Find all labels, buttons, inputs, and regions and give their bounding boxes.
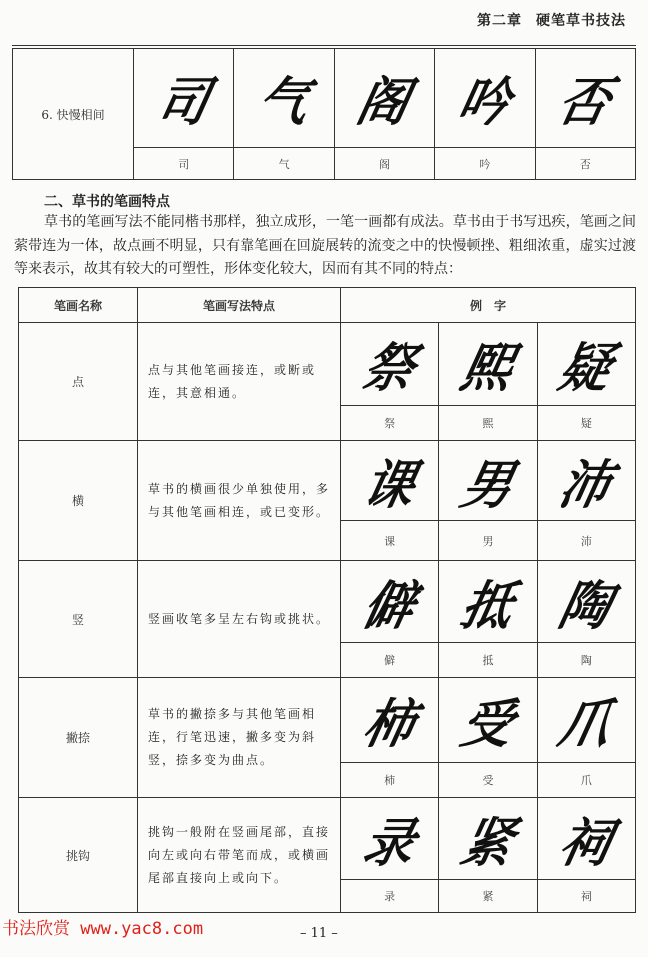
example-char-label: 气 — [234, 148, 334, 180]
table-row — [19, 441, 636, 521]
example-char-label: 祠 — [537, 880, 635, 913]
cursive-example — [341, 561, 439, 643]
cursive-example — [439, 323, 537, 406]
cursive-glyph: 气 — [251, 70, 315, 133]
stroke-name: 横 — [19, 441, 138, 561]
example-char-label: 吟 — [435, 148, 535, 180]
cursive-example — [435, 49, 535, 148]
header-stroke-name: 笔画名称 — [19, 288, 138, 323]
watermark: 书法欣赏 www.yac8.com — [2, 919, 204, 939]
example-char-label: 课 — [341, 521, 439, 561]
example-char-label: 紧 — [439, 880, 537, 913]
header-rule — [12, 45, 636, 46]
example-char-label: 爪 — [537, 763, 635, 798]
section-heading: 二、草书的笔画特点 — [44, 194, 170, 210]
table-row — [19, 798, 636, 880]
cursive-glyph: 柿 — [357, 692, 421, 755]
cursive-glyph: 僻 — [357, 574, 421, 637]
stroke-name: 挑钩 — [19, 798, 138, 913]
example-char-label: 熙 — [439, 406, 537, 441]
cursive-glyph: 男 — [455, 453, 519, 516]
table-row — [19, 323, 636, 406]
cursive-glyph: 疑 — [553, 336, 618, 399]
cursive-example — [439, 561, 537, 643]
cursive-glyph: 祠 — [553, 811, 618, 874]
cursive-glyph: 熙 — [455, 336, 519, 399]
cursive-example — [341, 798, 439, 880]
example-char-label: 男 — [439, 521, 537, 561]
cursive-glyph: 吟 — [452, 70, 516, 133]
running-header — [477, 10, 626, 30]
cursive-example — [537, 323, 635, 406]
example-char-label: 沛 — [537, 521, 635, 561]
chapter-label: 第二章 — [477, 13, 522, 29]
cursive-glyph: 陶 — [553, 574, 618, 637]
example-char-label: 受 — [439, 763, 537, 798]
stroke-description: 挑钩一般附在竖画尾部，直接向左或向右带笔而成，或横画尾部直接向上或向下。 — [138, 798, 341, 913]
example-char-label: 录 — [341, 880, 439, 913]
cursive-example — [537, 441, 635, 521]
example-char-label: 司 — [134, 148, 234, 180]
cursive-example — [439, 678, 537, 763]
cursive-glyph: 录 — [357, 811, 421, 874]
cursive-example — [341, 323, 439, 406]
example-char-label: 陶 — [537, 643, 635, 678]
example-char-label: 阁 — [334, 148, 434, 180]
cursive-glyph: 沛 — [553, 453, 618, 516]
cursive-example — [334, 49, 434, 148]
example-char-label: 僻 — [341, 643, 439, 678]
chapter-title: 硬笔草书技法 — [536, 13, 626, 29]
table-row — [19, 678, 636, 763]
header-stroke-feature: 笔画写法特点 — [138, 288, 341, 323]
cursive-glyph: 课 — [357, 453, 421, 516]
stroke-description: 草书的横画很少单独使用，多与其他笔画相连，或已变形。 — [138, 441, 341, 561]
example-char-label: 疑 — [537, 406, 635, 441]
header-examples: 例 字 — [341, 288, 636, 323]
cursive-example — [341, 441, 439, 521]
cursive-example — [535, 49, 635, 148]
example-char-label: 抵 — [439, 643, 537, 678]
stroke-description: 点与其他笔画接连，或断或连，其意相通。 — [138, 323, 341, 441]
example-char-label: 柿 — [341, 763, 439, 798]
cursive-glyph: 紧 — [455, 811, 519, 874]
cursive-glyph: 受 — [455, 692, 519, 755]
cursive-glyph: 否 — [552, 70, 617, 133]
cursive-example — [537, 678, 635, 763]
cursive-example — [439, 798, 537, 880]
cursive-example — [234, 49, 334, 148]
cursive-example — [341, 678, 439, 763]
stroke-features-table — [18, 287, 636, 913]
example-char-label: 否 — [535, 148, 635, 180]
cursive-glyph: 祭 — [357, 336, 421, 399]
cursive-example — [537, 798, 635, 880]
cursive-glyph: 爪 — [553, 692, 618, 755]
page-number: – 11 – — [300, 926, 338, 941]
cursive-example — [439, 441, 537, 521]
stroke-name: 竖 — [19, 561, 138, 678]
stroke-name: 点 — [19, 323, 138, 441]
cursive-example — [134, 49, 234, 148]
stroke-name: 撇捺 — [19, 678, 138, 798]
cursive-glyph: 阁 — [352, 70, 416, 133]
table-row — [19, 561, 636, 643]
section-paragraph: 草书的笔画写法不能同楷书那样，独立成形，一笔一画都有成法。草书由于书写迅疾，笔画之间萦带连为一体，故点画不明显，只有靠笔画在回旋展转的流变之中的快慢顿挫、粗细浓重，虚实过渡等来表示，故其有较大的可塑性，形体变化较大，因而有其不同的特点： — [14, 214, 636, 277]
row-label: 6. 快慢相间 — [13, 49, 134, 180]
stroke-description: 竖画收笔多呈左右钩或挑状。 — [138, 561, 341, 678]
stroke-description: 草书的撇捺多与其他笔画相连，行笔迅速，撇多变为斜竖，捺多变为曲点。 — [138, 678, 341, 798]
cursive-example — [537, 561, 635, 643]
example-char-label: 祭 — [341, 406, 439, 441]
cursive-glyph: 司 — [151, 70, 215, 133]
top-example-table — [12, 48, 636, 180]
cursive-glyph: 抵 — [455, 574, 519, 637]
